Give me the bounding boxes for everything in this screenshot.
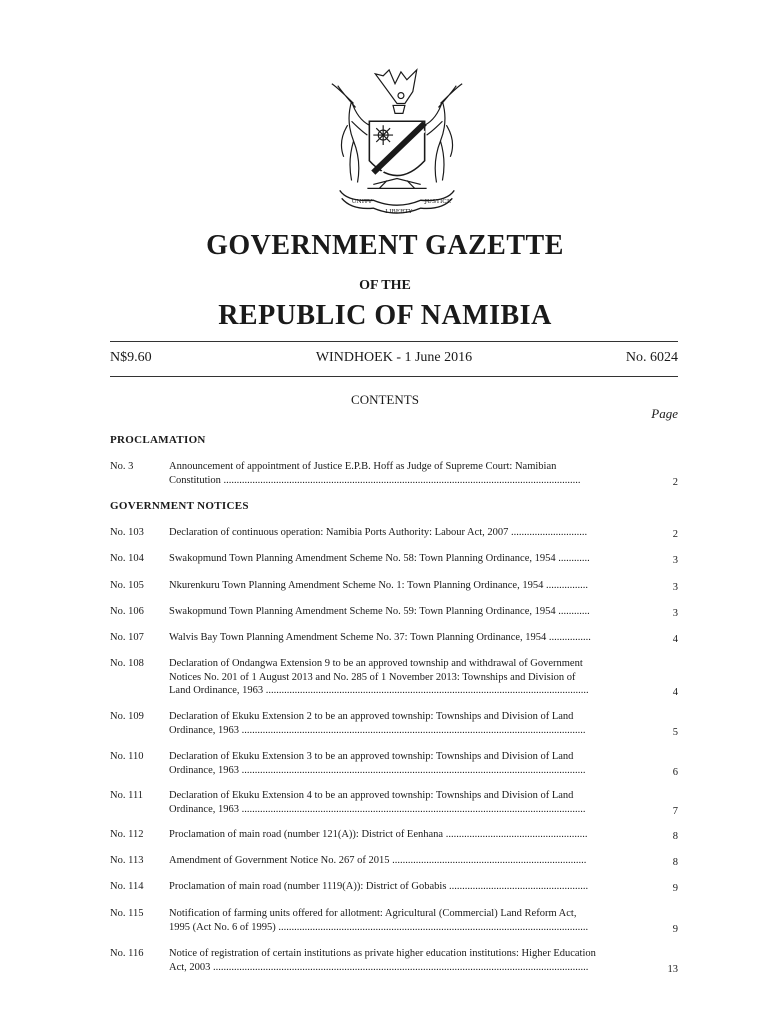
entry-page-number: 3 — [672, 608, 678, 619]
entry-description-line: Amendment of Government Notice No. 267 of 2015 .......................................................................... — [169, 855, 587, 866]
entry-description — [169, 605, 637, 619]
entry-description — [169, 854, 637, 868]
entry-description — [169, 789, 637, 816]
place-date: WINDHOEK - 1 June 2016 — [315, 350, 473, 365]
entry-description — [169, 880, 637, 894]
entry-number: No. 112 — [110, 829, 144, 840]
section-proclamation: PROCLAMATION — [110, 434, 206, 446]
entry-page-number: 4 — [672, 687, 678, 698]
entry-number: No. 109 — [110, 711, 144, 722]
entry-page-number: 8 — [672, 831, 678, 842]
top-divider — [110, 341, 678, 342]
entry-description — [169, 750, 637, 777]
entry-description — [169, 631, 637, 645]
entry-description — [169, 828, 637, 842]
coat-of-arms-emblem — [318, 62, 476, 220]
svg-text:LIBERTY: LIBERTY — [385, 209, 413, 216]
entry-page-number: 9 — [672, 883, 678, 894]
entry-page-number: 3 — [672, 582, 678, 593]
entry-number: No. 104 — [110, 553, 144, 564]
entry-description-line: Declaration of Ekuku Extension 3 to be an approved township: Townships and Division of Land — [169, 751, 574, 762]
entry-description-line: 1995 (Act No. 6 of 1995) ...................................................................................................................... — [169, 921, 589, 933]
entry-description — [169, 552, 637, 566]
entry-number: No. 111 — [110, 790, 144, 801]
bottom-divider — [110, 376, 678, 377]
entry-description-line: Ordinance, 1963 ................................................................................................................................... — [169, 803, 586, 815]
page-column-label: Page — [651, 406, 678, 421]
entry-description-line: Ordinance, 1963 ................................................................................................................................... — [169, 764, 586, 776]
entry-description — [169, 907, 637, 934]
entry-number: No. 108 — [110, 658, 144, 669]
entry-page-number: 2 — [672, 476, 678, 488]
entry-description-line: Nkurenkuru Town Planning Amendment Scheme No. 1: Town Planning Ordinance, 1954 ................ — [169, 580, 588, 591]
entry-description-line: Act, 2003 ............................................................................................................................................... — [169, 961, 589, 973]
entry-description-line: Notification of farming units offered for allotment: Agricultural (Commercial) Land Reform Act, — [169, 908, 577, 919]
entry-description — [169, 460, 637, 487]
gazette-title: GOVERNMENT GAZETTE — [206, 230, 564, 261]
entry-description — [169, 710, 637, 737]
entry-description-line: Ordinance, 1963 ................................................................................................................................... — [169, 724, 586, 736]
entry-number: No. 103 — [110, 527, 144, 538]
entry-page-number: 9 — [672, 923, 678, 935]
entry-description-line: Proclamation of main road (number 1119(A)): District of Gobabis ..................................................... — [169, 881, 589, 892]
motto-unity: UNITY — [351, 199, 372, 206]
entry-description-line: Notice of registration of certain institutions as private higher education institutions: Higher Education — [169, 948, 596, 959]
entry-description-line: Swakopmund Town Planning Amendment Scheme No. 59: Town Planning Ordinance, 1954 ............ — [169, 606, 590, 617]
entry-page-number: 8 — [672, 857, 678, 868]
entry-number: No. 113 — [110, 855, 144, 866]
entry-description-line: Declaration of Ondangwa Extension 9 to be an approved township and withdrawal of Government — [169, 658, 583, 669]
entry-description-line: Announcement of appointment of Justice E.P.B. Hoff as Judge of Supreme Court: Namibian — [169, 461, 557, 472]
entry-page-number: 2 — [672, 529, 678, 540]
entry-number: No. 105 — [110, 580, 144, 591]
entry-page-number: 4 — [672, 634, 678, 645]
entry-description-line: Notices No. 201 of 1 August 2013 and No. 285 of 1 November 2013: Townships and Division of — [169, 671, 576, 683]
contents-heading: CONTENTS — [351, 392, 419, 407]
entry-description-line: Land Ordinance, 1963 ........................................................................................................................... — [169, 685, 589, 696]
entry-description — [169, 579, 637, 593]
entry-description-line: Declaration of continuous operation: Namibia Ports Authority: Labour Act, 2007 ............................. — [169, 527, 588, 538]
entry-description-line: Declaration of Ekuku Extension 2 to be an approved township: Townships and Division of Land — [169, 711, 574, 722]
entry-number: No. 3 — [110, 461, 134, 472]
entry-number: No. 110 — [110, 751, 144, 762]
entry-number: No. 115 — [110, 908, 144, 919]
entry-description-line: Declaration of Ekuku Extension 4 to be an approved township: Townships and Division of Land — [169, 790, 574, 801]
section-government-notices: GOVERNMENT NOTICES — [110, 500, 249, 512]
of-the-label: OF THE — [359, 278, 411, 293]
entry-description-line: Proclamation of main road (number 121(A)): District of Eenhana ...................................................... — [169, 829, 588, 840]
entry-description-line: Swakopmund Town Planning Amendment Scheme No. 58: Town Planning Ordinance, 1954 ............ — [169, 553, 590, 564]
republic-title: REPUBLIC OF NAMIBIA — [218, 300, 552, 331]
entry-page-number: 6 — [672, 766, 678, 778]
entry-description — [169, 526, 637, 540]
entry-number: No. 114 — [110, 881, 144, 892]
entry-number: No. 116 — [110, 948, 144, 959]
price: N$9.60 — [110, 350, 152, 365]
entry-number: No. 107 — [110, 632, 144, 643]
entry-page-number: 5 — [672, 726, 678, 738]
entry-number: No. 106 — [110, 606, 144, 617]
entry-page-number: 13 — [667, 963, 678, 975]
entry-description-line: Constitution ........................................................................................................................................ — [169, 474, 581, 486]
entry-page-number: 7 — [672, 805, 678, 817]
gazette-number: No. 6024 — [625, 350, 678, 365]
entry-page-number: 3 — [672, 555, 678, 566]
entry-description-line: Walvis Bay Town Planning Amendment Scheme No. 37: Town Planning Ordinance, 1954 ................ — [169, 632, 591, 643]
entry-description — [169, 947, 637, 974]
svg-text:JUSTICE: JUSTICE — [424, 199, 452, 206]
entry-description — [169, 657, 637, 698]
